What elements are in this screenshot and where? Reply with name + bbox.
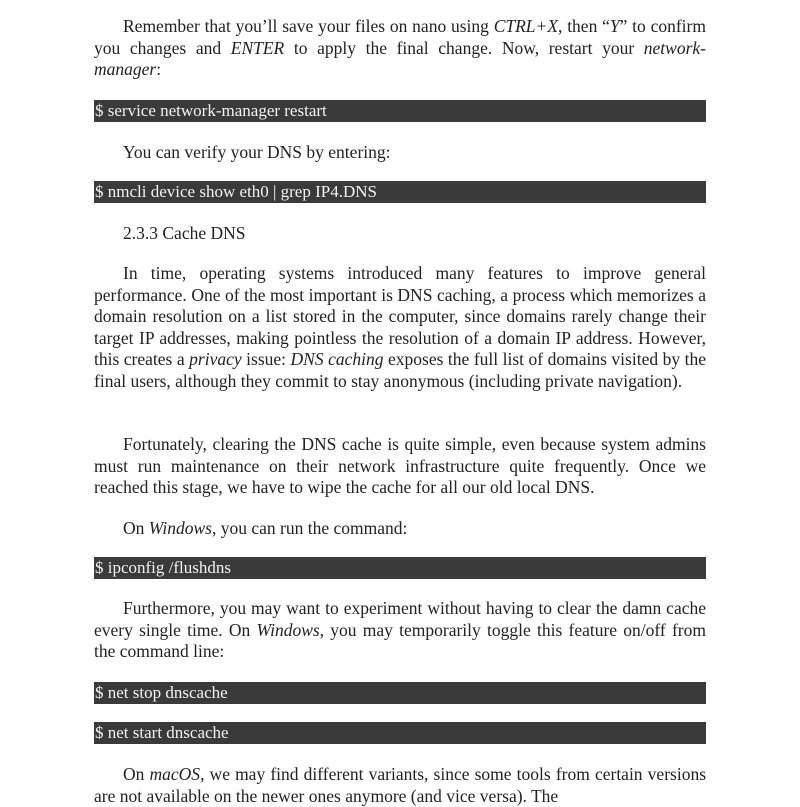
key-ctrl-x: CTRL+X <box>493 16 559 36</box>
paragraph-verify-dns: You can verify your DNS by entering: <box>123 142 391 162</box>
windows-term: Windows <box>148 518 212 538</box>
key-enter: ENTER <box>230 37 285 58</box>
network-manager-term: network-manager <box>94 37 706 80</box>
text-run: issue: <box>241 349 291 370</box>
key-y: Y <box>609 16 620 36</box>
text-run: Furthermore, you may want to experiment without having to clear the damn cache every single time. On <box>94 598 706 640</box>
text-run: ” to confirm you changes and <box>94 16 706 58</box>
code-block-flushdns: $ ipconfig /flushdns <box>94 557 706 579</box>
text-run: , you may temporarily toggle this feature on/off from the command line: <box>94 619 706 662</box>
dns-caching-term: DNS caching <box>290 349 384 370</box>
text-run: , you can run the command: <box>211 518 408 538</box>
paragraph-windows-command <box>94 518 706 540</box>
text-run: exposes the full list of domains visited by the final users, although they commit to stay anonymous (including private navigation). <box>94 349 706 391</box>
paragraph-dns-caching <box>94 263 706 393</box>
paragraph-clearing-cache: Fortunately, clearing the DNS cache is quite simple, even because system admins must run maintenance on their network infrastructure quite frequently. Once we reached this stage, we have to wipe the cache for all our old local DNS. <box>94 434 706 498</box>
text-run: : <box>156 59 162 80</box>
section-heading: 2.3.3 Cache DNS <box>123 223 246 243</box>
text-run: On <box>123 764 150 784</box>
privacy-term: privacy <box>189 349 242 370</box>
code-block-restart: $ service network-manager restart <box>94 100 706 122</box>
text-run: Remember that you’ll save your files on nano using <box>123 16 494 36</box>
paragraph-toggle-feature <box>94 598 706 663</box>
text-run: On <box>123 518 149 538</box>
windows-term: Windows <box>256 619 320 640</box>
text-run: to apply the final change. Now, restart your <box>284 37 644 58</box>
code-block-net-stop: $ net stop dnscache <box>94 682 706 704</box>
code-block-nmcli: $ nmcli device show eth0 | grep IP4.DNS <box>94 181 706 203</box>
document-page <box>94 0 706 806</box>
code-block-net-start: $ net start dnscache <box>94 722 706 744</box>
paragraph-save-nano <box>94 16 706 81</box>
text-run: In time, operating systems introduced many features to improve general performance. One of the most important is DNS caching, a process which memorizes a domain resolution on a list stored in the computer, since domains rarely change their target IP addresses, making pointless the resolution of a domain IP address. However, this creates a <box>94 263 706 370</box>
macos-term: macOS <box>149 764 201 784</box>
text-run: , then “ <box>558 16 610 36</box>
paragraph-macos <box>94 764 706 807</box>
text-run: , we may find different variants, since some tools from certain versions are not available on the newer ones anymore (and vice versa). The <box>94 764 706 806</box>
